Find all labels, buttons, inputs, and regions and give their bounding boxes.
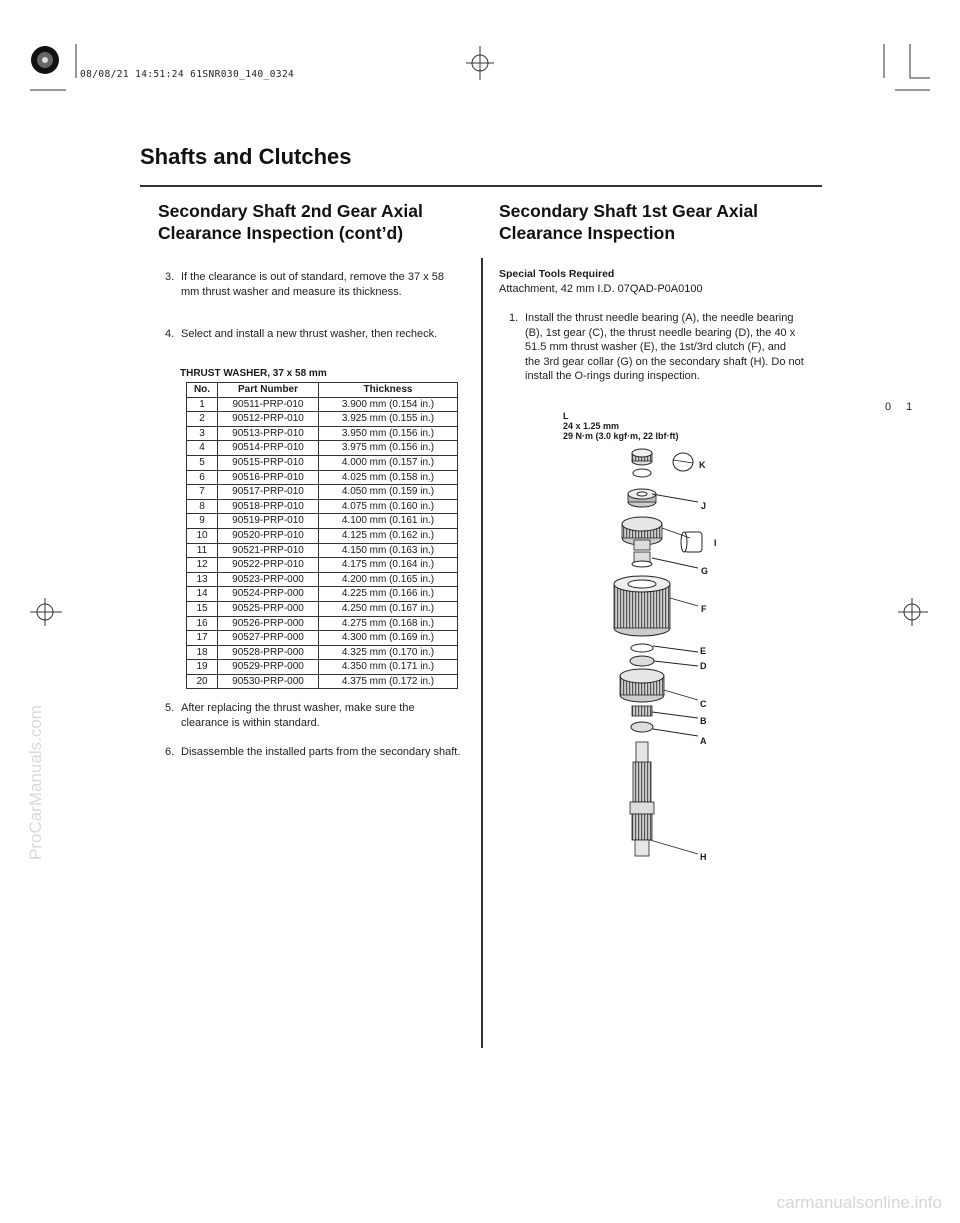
cell-thickness: 4.150 mm (0.163 in.) <box>319 543 458 558</box>
label-g: G <box>701 566 709 576</box>
step-number: 6. <box>165 746 175 758</box>
cell-part-number: 90512-PRP-010 <box>218 412 319 427</box>
page-marker: 0 1 <box>885 401 919 413</box>
table-row <box>187 514 458 529</box>
label-h: H <box>700 852 707 862</box>
header-no: No. <box>187 383 218 398</box>
title-divider <box>140 185 822 187</box>
callout-bolt-size: 24 x 1.25 mm <box>563 421 620 431</box>
cell-thickness: 4.300 mm (0.169 in.) <box>319 631 458 646</box>
cell-no: 18 <box>187 645 218 660</box>
cell-no: 7 <box>187 485 218 500</box>
cell-no: 10 <box>187 528 218 543</box>
cell-part-number: 90527-PRP-000 <box>218 631 319 646</box>
cell-part-number: 90511-PRP-010 <box>218 397 319 412</box>
label-f: F <box>701 604 707 614</box>
cell-part-number: 90518-PRP-010 <box>218 499 319 514</box>
table-row <box>187 587 458 602</box>
cell-part-number: 90530-PRP-000 <box>218 674 319 689</box>
cell-no: 12 <box>187 558 218 573</box>
cell-thickness: 4.000 mm (0.157 in.) <box>319 455 458 470</box>
header-thickness: Thickness <box>319 383 458 398</box>
cell-part-number: 90526-PRP-000 <box>218 616 319 631</box>
cell-thickness: 3.925 mm (0.155 in.) <box>319 412 458 427</box>
table-row <box>187 543 458 558</box>
cell-thickness: 3.900 mm (0.154 in.) <box>319 397 458 412</box>
crosshair-left-icon <box>30 598 62 626</box>
crosshair-right-icon <box>898 598 928 626</box>
step-number: 4. <box>165 328 175 340</box>
cell-no: 19 <box>187 660 218 675</box>
step-4 <box>165 327 465 342</box>
cell-thickness: 4.225 mm (0.166 in.) <box>319 587 458 602</box>
special-tools-item: Attachment, 42 mm I.D. 07QAD-P0A0100 <box>499 283 703 295</box>
cell-part-number: 90521-PRP-010 <box>218 543 319 558</box>
cell-no: 8 <box>187 499 218 514</box>
thrust-washer-table <box>186 382 458 689</box>
cell-part-number: 90524-PRP-000 <box>218 587 319 602</box>
step-text: Disassemble the installed parts from the secondary shaft. <box>181 746 461 758</box>
cell-thickness: 4.250 mm (0.167 in.) <box>319 601 458 616</box>
cell-no: 20 <box>187 674 218 689</box>
part-k-icon <box>673 453 693 471</box>
cell-part-number: 90517-PRP-010 <box>218 485 319 500</box>
step-text: Select and install a new thrust washer, then recheck. <box>181 328 438 340</box>
cell-part-number: 90520-PRP-010 <box>218 528 319 543</box>
cell-no: 15 <box>187 601 218 616</box>
cell-no: 4 <box>187 441 218 456</box>
table-row <box>187 660 458 675</box>
crosshair-top-icon <box>466 46 494 80</box>
label-i: I <box>714 538 717 548</box>
cell-no: 5 <box>187 455 218 470</box>
gear-icon <box>622 517 662 550</box>
side-watermark: ProCarManuals.com <box>26 705 45 860</box>
cell-no: 14 <box>187 587 218 602</box>
part-b-icon <box>632 706 652 716</box>
table-row <box>187 645 458 660</box>
part-c-gear-icon <box>620 669 664 702</box>
cell-no: 2 <box>187 412 218 427</box>
step-number: 5. <box>165 702 175 714</box>
cell-no: 16 <box>187 616 218 631</box>
cell-thickness: 4.200 mm (0.165 in.) <box>319 572 458 587</box>
table-header-row <box>187 383 458 398</box>
cell-thickness: 4.275 mm (0.168 in.) <box>319 616 458 631</box>
step-6 <box>165 745 465 760</box>
registration-target-icon <box>31 46 59 74</box>
table-row <box>187 674 458 689</box>
left-section-heading <box>158 200 423 244</box>
table-row <box>187 412 458 427</box>
page-title: Shafts and Clutches <box>140 144 352 169</box>
cell-part-number: 90519-PRP-010 <box>218 514 319 529</box>
step-number: 3. <box>165 271 175 283</box>
step-number: 1. <box>509 312 519 324</box>
cell-no: 13 <box>187 572 218 587</box>
step-5 <box>165 701 465 730</box>
table-row <box>187 499 458 514</box>
cell-no: 1 <box>187 397 218 412</box>
part-a-icon <box>631 722 653 732</box>
special-tools-label: Special Tools Required <box>499 268 615 280</box>
cell-thickness: 3.975 mm (0.156 in.) <box>319 441 458 456</box>
table-row <box>187 631 458 646</box>
label-a: A <box>700 736 707 746</box>
label-c: C <box>700 699 707 709</box>
cell-thickness: 4.075 mm (0.160 in.) <box>319 499 458 514</box>
column-divider <box>481 258 483 1048</box>
table-row <box>187 455 458 470</box>
torque-callout <box>563 411 679 441</box>
cell-thickness: 4.100 mm (0.161 in.) <box>319 514 458 529</box>
callout-torque-spec: 29 N·m (3.0 kgf·m, 22 lbf·ft) <box>563 431 679 441</box>
part-g-icon <box>632 552 652 567</box>
cell-thickness: 4.325 mm (0.170 in.) <box>319 645 458 660</box>
label-k: K <box>699 460 706 470</box>
cell-no: 9 <box>187 514 218 529</box>
cell-no: 6 <box>187 470 218 485</box>
cell-part-number: 90529-PRP-000 <box>218 660 319 675</box>
step-text: If the clearance is out of standard, remove the 37 x 58 mm thrust washer and measure its thickness. <box>181 271 444 298</box>
part-j-icon <box>628 489 656 507</box>
step-1 <box>509 311 804 384</box>
table-row <box>187 572 458 587</box>
cell-thickness: 4.125 mm (0.162 in.) <box>319 528 458 543</box>
table-row <box>187 528 458 543</box>
cell-part-number: 90513-PRP-010 <box>218 426 319 441</box>
cell-part-number: 90514-PRP-010 <box>218 441 319 456</box>
part-h-shaft-icon <box>630 742 654 856</box>
header-part-number: Part Number <box>218 383 319 398</box>
table-caption: THRUST WASHER, 37 x 58 mm <box>180 368 327 379</box>
table-row <box>187 601 458 616</box>
part-d-icon <box>630 656 654 666</box>
table-row <box>187 441 458 456</box>
table-row <box>187 426 458 441</box>
cell-part-number: 90515-PRP-010 <box>218 455 319 470</box>
table-row <box>187 470 458 485</box>
right-heading-line-1: Secondary Shaft 1st Gear Axial <box>499 201 759 221</box>
cell-thickness: 4.375 mm (0.172 in.) <box>319 674 458 689</box>
exploded-view-diagram <box>590 440 730 870</box>
print-timestamp: 08/08/21 14:51:24 61SNR030_140_0324 <box>80 69 295 80</box>
right-heading-line-2: Clearance Inspection <box>499 223 676 243</box>
label-b: B <box>700 716 707 726</box>
cell-thickness: 3.950 mm (0.156 in.) <box>319 426 458 441</box>
step-3 <box>165 270 465 299</box>
cell-part-number: 90528-PRP-000 <box>218 645 319 660</box>
step-text: Install the thrust needle bearing (A), the needle bearing (B), 1st gear (C), the thrust needle bearing (D), the 40 x 51.5 mm thrust washer (E), the 1st/3rd clutch (F), and the 3rd gear collar (G) on the secondary shaft (H). Do not install the O-rings during inspection. <box>525 312 804 382</box>
part-e-icon <box>631 644 653 652</box>
table-row <box>187 616 458 631</box>
locknut-l-icon <box>632 449 652 465</box>
cell-part-number: 90525-PRP-000 <box>218 601 319 616</box>
left-heading-line-2: Clearance Inspection (cont’d) <box>158 223 404 243</box>
label-d: D <box>700 661 707 671</box>
cell-thickness: 4.350 mm (0.171 in.) <box>319 660 458 675</box>
part-i-icon <box>681 532 702 552</box>
part-f-clutch-icon <box>614 576 670 636</box>
left-heading-line-1: Secondary Shaft 2nd Gear Axial <box>158 201 423 221</box>
label-j: J <box>701 501 707 511</box>
cell-part-number: 90522-PRP-010 <box>218 558 319 573</box>
cell-thickness: 4.175 mm (0.164 in.) <box>319 558 458 573</box>
cell-no: 17 <box>187 631 218 646</box>
cell-part-number: 90516-PRP-010 <box>218 470 319 485</box>
cell-no: 3 <box>187 426 218 441</box>
footer-watermark: carmanualsonline.info <box>776 1193 942 1212</box>
cell-part-number: 90523-PRP-000 <box>218 572 319 587</box>
callout-part-letter: L <box>563 411 569 421</box>
step-text: After replacing the thrust washer, make sure the clearance is within standard. <box>181 702 415 729</box>
table-row <box>187 558 458 573</box>
cell-thickness: 4.050 mm (0.159 in.) <box>319 485 458 500</box>
cell-no: 11 <box>187 543 218 558</box>
table-row <box>187 485 458 500</box>
table-row <box>187 397 458 412</box>
label-e: E <box>700 646 707 656</box>
right-section-heading <box>499 200 758 244</box>
cell-thickness: 4.025 mm (0.158 in.) <box>319 470 458 485</box>
